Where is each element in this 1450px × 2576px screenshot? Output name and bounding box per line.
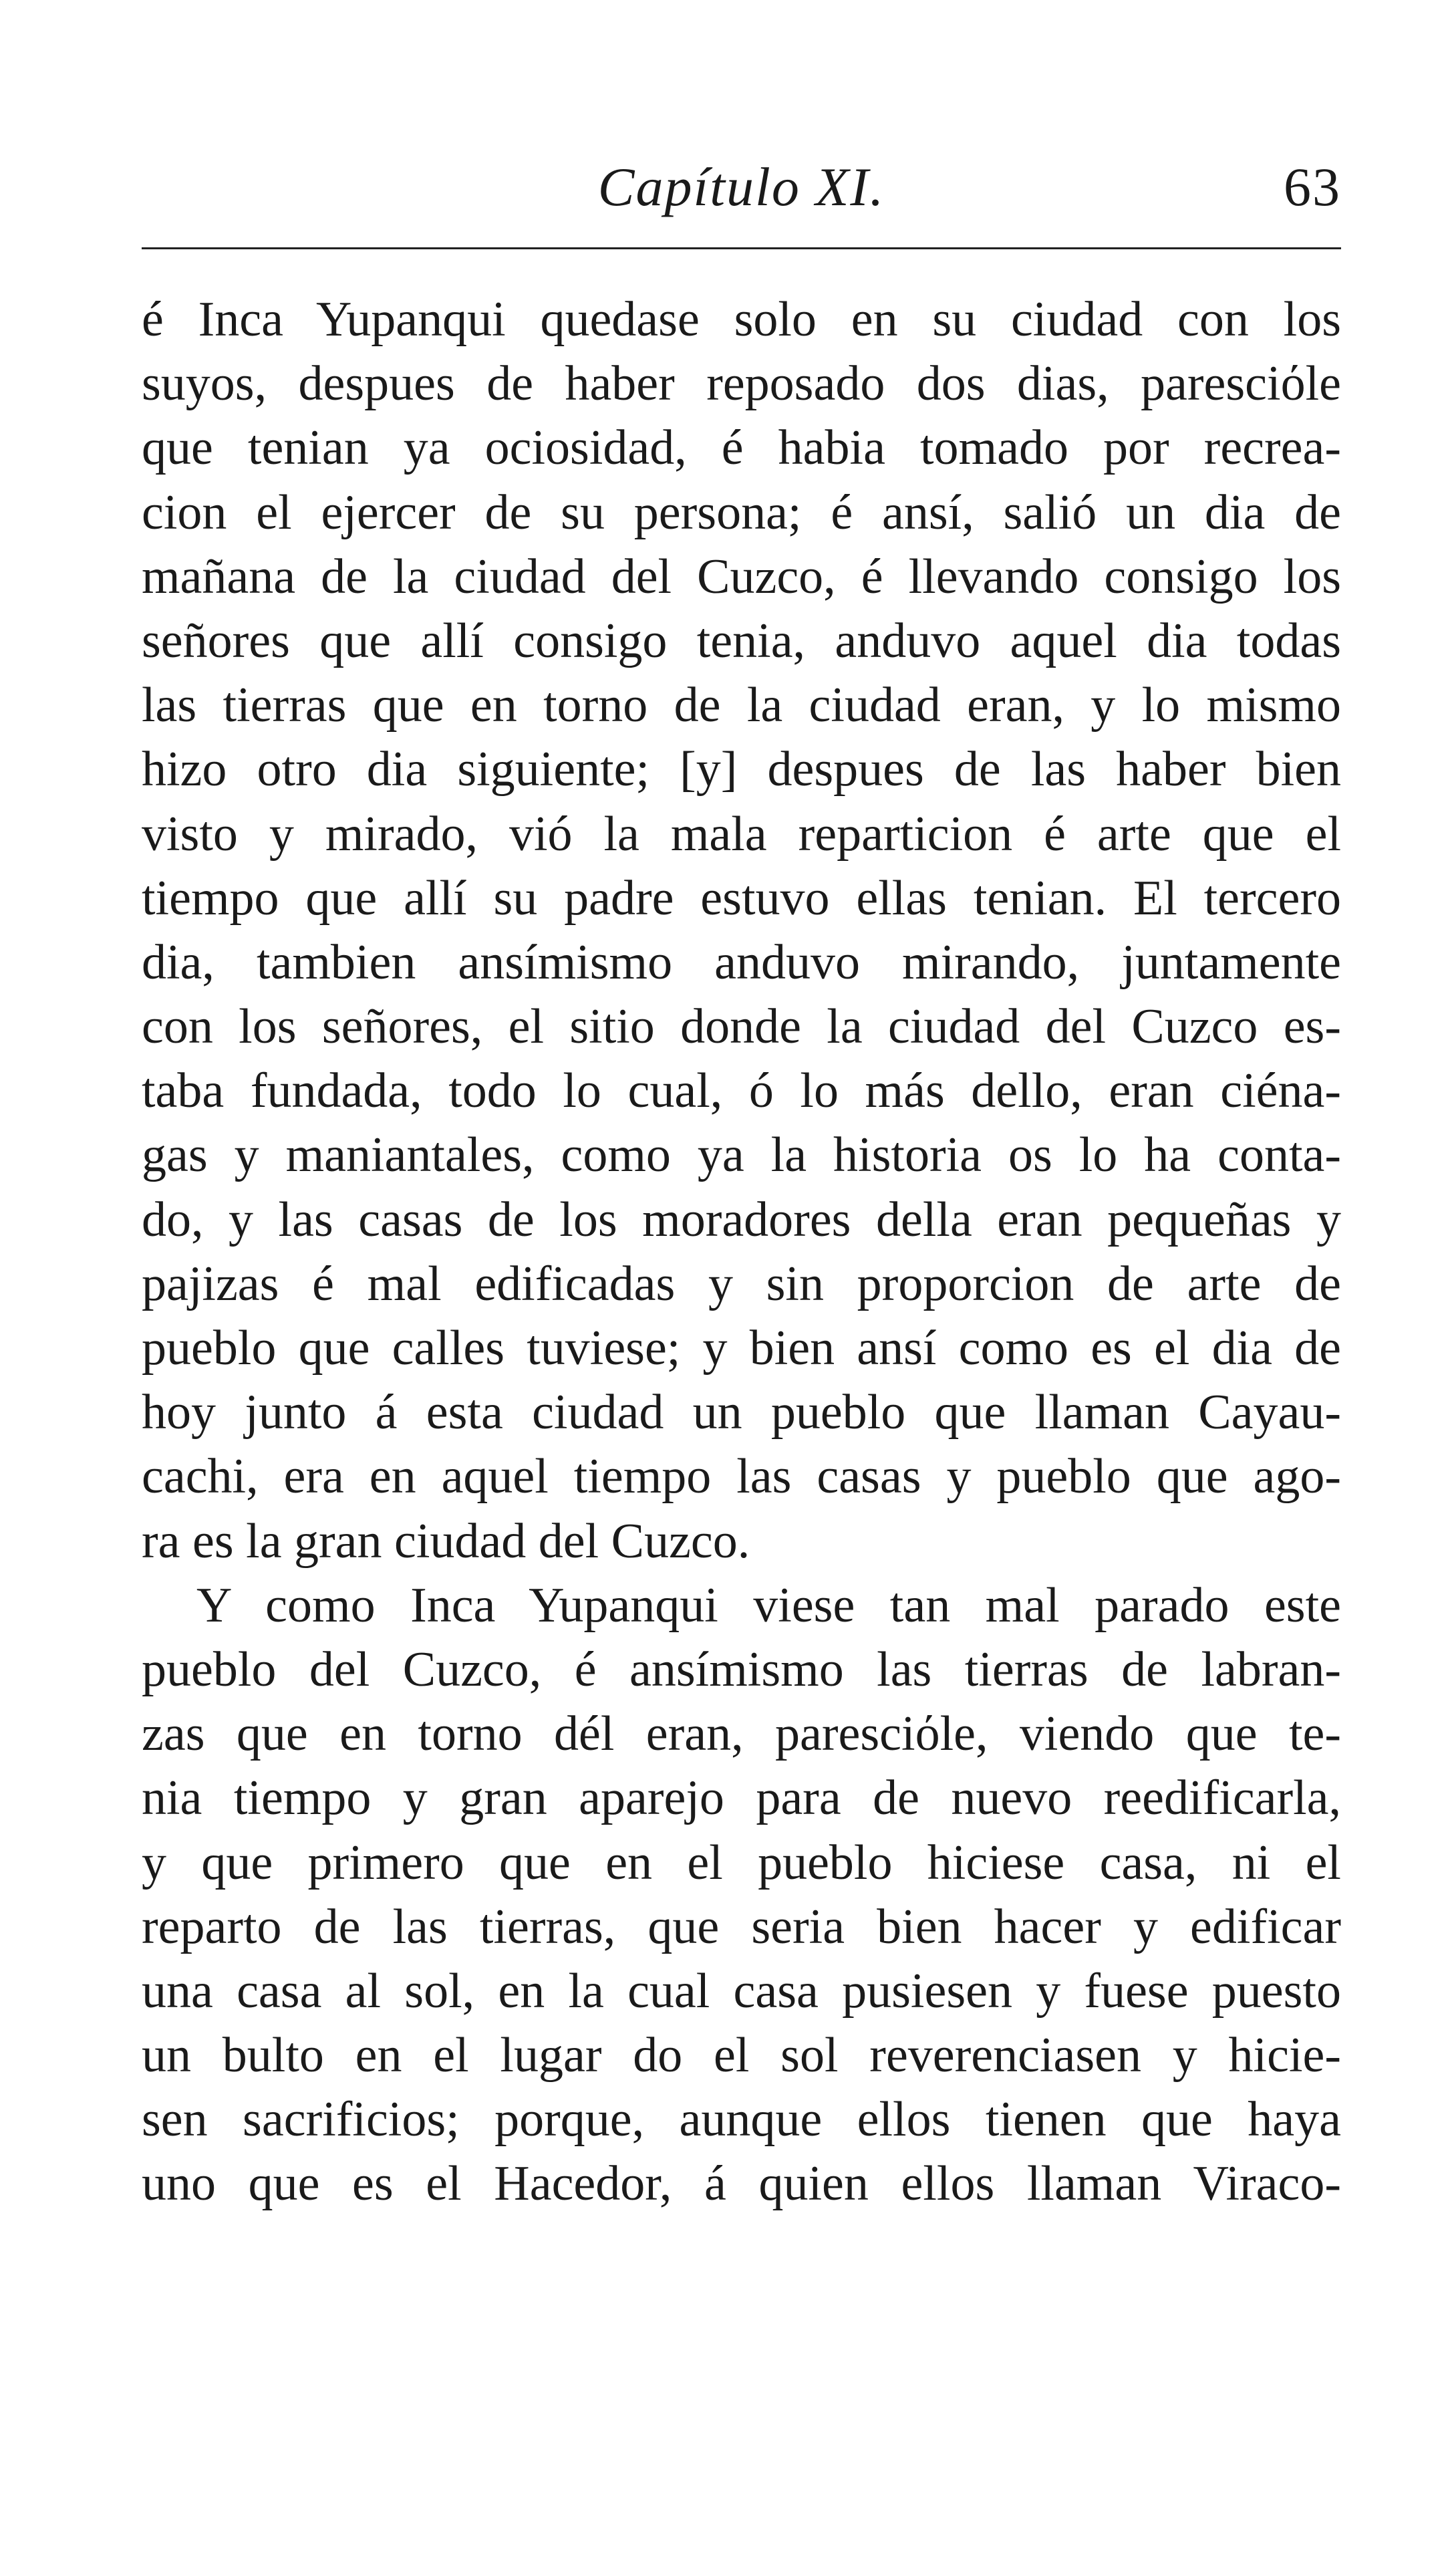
text-line: gas y maniantales, como ya la historia os lo ha conta- — [142, 1128, 1341, 1183]
text-line: nia tiempo y gran aparejo para de nuevo reedificarla, — [142, 1771, 1341, 1826]
text-line: hoy junto á esta ciudad un pueblo que llaman Cayau- — [142, 1385, 1341, 1440]
text-line: y que primero que en el pueblo hiciese casa, ni el — [142, 1835, 1341, 1890]
text-line: mañana de la ciudad del Cuzco, é llevando consigo los — [142, 549, 1341, 604]
text-line: una casa al sol, en la cual casa pusiesen y fuese puesto — [142, 1963, 1341, 2019]
text-line: suyos, despues de haber reposado dos dias, paresciόle — [142, 356, 1341, 412]
text-line: visto y mirado, vió la mala reparticion é arte que el — [142, 806, 1341, 862]
text-line: taba fundada, todo lo cual, ó lo más dello, eran ciéna- — [142, 1063, 1341, 1119]
page-header — [142, 150, 1341, 224]
paragraph — [142, 287, 1341, 1573]
text-line: pajizas é mal edificadas y sin proporcion de arte de — [142, 1256, 1341, 1311]
text-line: las tierras que en torno de la ciudad eran, y lo mismo — [142, 678, 1341, 733]
header-rule — [142, 247, 1341, 249]
text-line: zas que en torno dél eran, paresciόle, viendo que te- — [142, 1706, 1341, 1762]
text-line: con los señores, el sitio donde la ciudad del Cuzco es- — [142, 999, 1341, 1055]
text-line: tiempo que allí su padre estuvo ellas tenian. El tercero — [142, 870, 1341, 926]
text-line: é Inca Yupanqui quedase solo en su ciudad con los — [142, 292, 1341, 347]
text-line: cion el ejercer de su persona; é ansí, salió un dia de — [142, 485, 1341, 540]
text-line: ra es la gran ciudad del Cuzco. — [142, 1513, 750, 1569]
text-line: dia, tambien ansímismo anduvo mirando, juntamente — [142, 934, 1341, 990]
text-line: pueblo que calles tuviese; y bien ansí como es el dia de — [142, 1321, 1341, 1376]
text-line: un bulto en el lugar do el sol reverenciasen y hicie- — [142, 2028, 1341, 2083]
body-text — [142, 287, 1341, 2216]
text-line: sen sacrificios; porque, aunque ellos tienen que haya — [142, 2092, 1341, 2148]
text-line: hizo otro dia siguiente; [y] despues de las haber bien — [142, 742, 1341, 797]
text-line: señores que allí consigo tenia, anduvo aquel dia todas — [142, 613, 1341, 668]
text-line: cachi, era en aquel tiempo las casas y pueblo que ago- — [142, 1449, 1341, 1505]
paragraph — [142, 1573, 1341, 2216]
page-number: 63 — [1284, 156, 1341, 217]
text-line: do, y las casas de los moradores della eran pequeñas y — [142, 1192, 1341, 1247]
text-line: Y como Inca Yupanqui viese tan mal parado este — [196, 1577, 1341, 1633]
text-line: uno que es el Hacedor, á quien ellos llaman Viraco- — [142, 2156, 1341, 2212]
text-line: pueblo del Cuzco, é ansímismo las tierras de labran- — [142, 1642, 1341, 1697]
running-title: Capítulo XI. — [597, 156, 885, 217]
text-line: reparto de las tierras, que seria bien hacer y edificar — [142, 1899, 1341, 1954]
text-line: que tenian ya ociosidad, é habia tomado por recrea- — [142, 420, 1341, 476]
